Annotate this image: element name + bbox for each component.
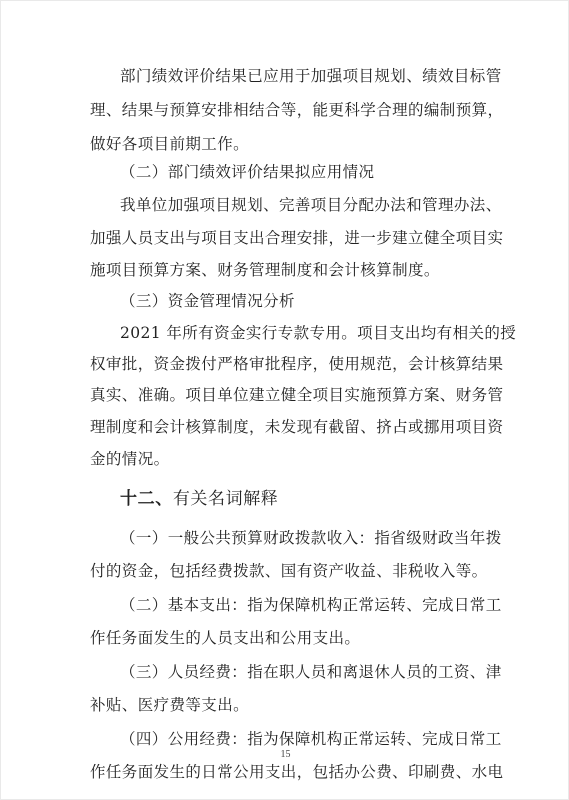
text-line: 2021 年所有资金实行专款专用。项目支出均有相关的授: [120, 324, 517, 342]
text-line: 理制度和会计核算制度，未发现有截留、挤占或挪用项目资: [90, 418, 504, 436]
subheading: （二）部门绩效评价结果拟应用情况: [120, 163, 375, 181]
text-line: 部门绩效评价结果已应用于加强项目规划、绩效目标管: [120, 67, 502, 85]
text-line: 作任务面发生的人员支出和公用支出。: [90, 629, 361, 647]
text-line: 真实、准确。项目单位建立健全项目实施预算方案、财务管: [90, 386, 504, 404]
text-line: 理、结果与预算安排相结合等，能更科学合理的编制预算，: [90, 101, 504, 119]
text-line: （三）人员经费：指在职人员和离退休人员的工资、津: [120, 663, 502, 681]
text-line: 我单位加强项目规划、完善项目分配办法和管理办法、: [120, 196, 502, 214]
text-line: （一）一般公共预算财政拨款收入：指省级财政当年拨: [120, 529, 502, 547]
section-heading: [1, 489, 569, 509]
text-line: （四）公用经费：指为保障机构正常运转、完成日常工: [120, 730, 502, 748]
text-line: 金的情况。: [90, 450, 170, 468]
text-line: 权审批，资金拨付严格审批程序，使用规范，会计核算结果: [90, 355, 504, 373]
section-title: 有关名词解释: [172, 489, 279, 509]
section-number: 十二、: [120, 489, 173, 509]
text-line: 施项目预算方案、财务管理制度和会计核算制度。: [90, 261, 440, 279]
subheading: （三）资金管理情况分析: [120, 292, 295, 310]
page-number: 15: [280, 749, 291, 760]
text-line: 补贴、医疗费等支出。: [90, 696, 250, 714]
text-line: 作任务面发生的日常公用支出，包括办公费、印刷费、水电: [90, 763, 504, 781]
text-line: 加强人员支出与项目支出合理安排，进一步建立健全项目实: [90, 229, 504, 247]
text-line: （二）基本支出：指为保障机构正常运转、完成日常工: [120, 596, 502, 614]
text-line: 付的资金，包括经费拨款、国有资产收益、非税收入等。: [90, 562, 488, 580]
text-line: 做好各项目前期工作。: [90, 135, 250, 153]
